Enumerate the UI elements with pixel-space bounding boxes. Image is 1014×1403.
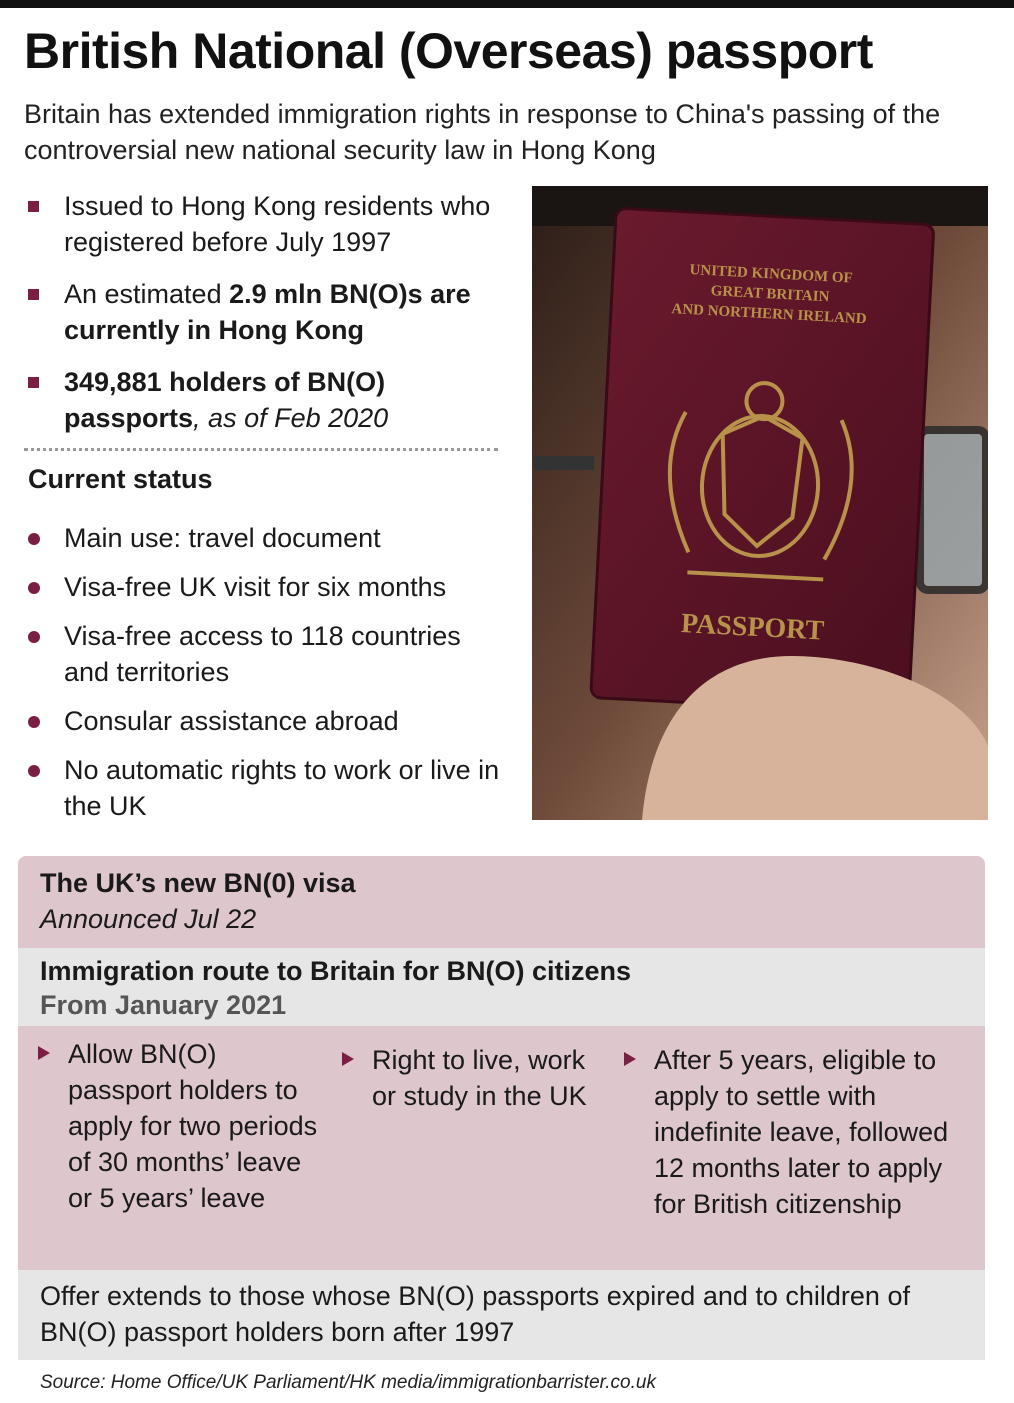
- offer-box: [18, 1270, 985, 1360]
- triangle-arrow-icon: [342, 1052, 354, 1066]
- triangle-arrow-icon: [624, 1052, 636, 1066]
- dotted-divider: [24, 448, 498, 451]
- glasses-arm: [534, 456, 594, 470]
- glasses-lens: [920, 430, 986, 590]
- top-rule: [0, 0, 1014, 8]
- page-subtitle: Britain has extended immigration rights in response to China's passing of the controversial new national security law in Hong Kong: [24, 99, 941, 165]
- route-header: [18, 948, 985, 1026]
- dot-bullet-icon: [28, 582, 40, 594]
- square-bullet-icon: [28, 289, 39, 300]
- route-point: After 5 years, eligible to apply to settle with indefinite leave, followed 12 months later to apply for British citizenship: [654, 1042, 954, 1222]
- status-item: Main use: travel document: [26, 520, 506, 556]
- square-bullet-icon: [28, 377, 39, 388]
- offer-text: Offer extends to those whose BN(O) passports expired and to children of BN(O) passport holders born after 1997: [40, 1281, 910, 1347]
- dot-bullet-icon: [28, 533, 40, 545]
- page-title: British National (Overseas) passport: [24, 23, 873, 79]
- visa-title: The UK’s new BN(0) visa: [40, 868, 356, 898]
- visa-header: [18, 856, 985, 948]
- route-date: From January 2021: [40, 990, 287, 1020]
- status-item: No automatic rights to work or live in the UK: [26, 752, 506, 824]
- cover-text-line3: AND NORTHERN IRELAND: [671, 301, 867, 328]
- triangle-arrow-icon: [38, 1046, 50, 1060]
- route-title: Immigration route to Britain for BN(O) citizens: [40, 956, 632, 986]
- status-item: Consular assistance abroad: [26, 703, 506, 739]
- source-credit: Source: Home Office/UK Parliament/HK media/immigrationbarrister.co.uk: [40, 1372, 656, 1393]
- passport-illustration: [532, 186, 988, 820]
- cover-text-line1: UNITED KINGDOM OF: [689, 262, 854, 287]
- status-item: Visa-free UK visit for six months: [26, 569, 506, 605]
- route-points: [18, 1026, 985, 1270]
- cover-text-line2: GREAT BRITAIN: [710, 283, 830, 306]
- status-list: [26, 520, 506, 837]
- cover-passport-word: PASSPORT: [680, 608, 825, 647]
- route-point: Right to live, work or study in the UK: [372, 1042, 602, 1114]
- current-status-title: Current status: [28, 464, 213, 494]
- fact-item: Issued to Hong Kong residents who registered before July 1997: [26, 188, 506, 260]
- passport-photo: [532, 186, 988, 820]
- dot-bullet-icon: [28, 765, 40, 777]
- route-point: Allow BN(O) passport holders to apply for two periods of 30 months’ leave or 5 years’ leave: [68, 1036, 318, 1216]
- fact-item: An estimated 2.9 mln BN(O)s are currently in Hong Kong: [26, 276, 506, 348]
- facts-list: [26, 188, 506, 452]
- dot-bullet-icon: [28, 631, 40, 643]
- fact-item: 349,881 holders of BN(O) passports, as of Feb 2020: [26, 364, 506, 436]
- visa-announced: Announced Jul 22: [40, 904, 257, 934]
- dot-bullet-icon: [28, 716, 40, 728]
- square-bullet-icon: [28, 201, 39, 212]
- status-item: Visa-free access to 118 countries and territories: [26, 618, 506, 690]
